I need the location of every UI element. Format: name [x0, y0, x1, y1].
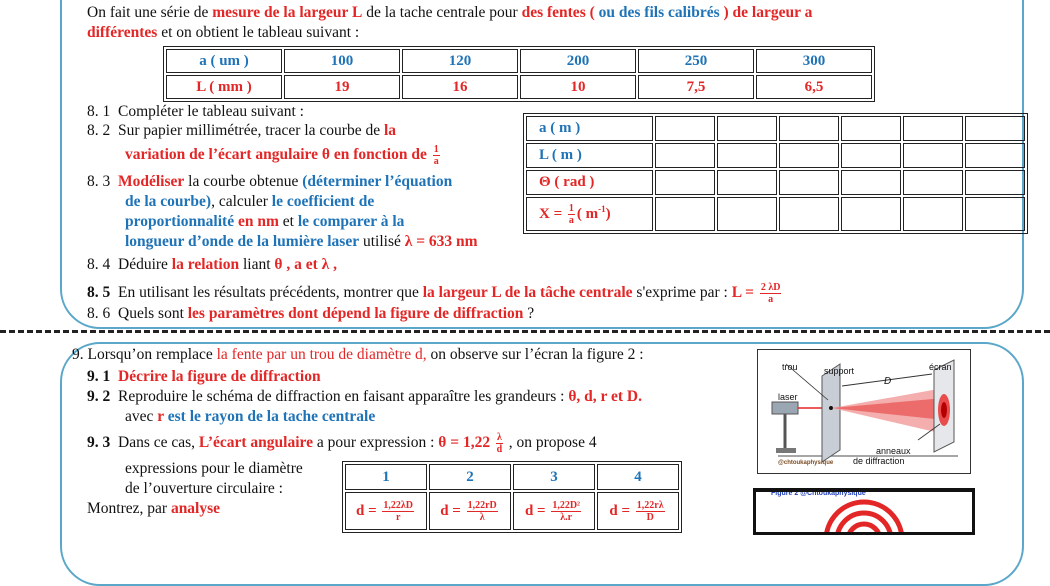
question-highlight: est le rayon de la tache centrale: [163, 408, 376, 425]
section-divider: [0, 330, 1050, 333]
denominator: a: [568, 214, 574, 226]
table-cell: 200: [520, 49, 636, 73]
intro-text: On fait une série de: [87, 4, 213, 21]
empty-cell: [965, 170, 1025, 195]
intro-text: et on obtient le tableau suivant :: [157, 24, 360, 41]
complete-table: [523, 113, 1028, 234]
table-header-L: L ( mm ): [166, 75, 282, 99]
question-number: 9. 1: [87, 368, 111, 385]
question-8-5: [87, 282, 783, 305]
question-9-3: [87, 432, 597, 455]
table-header: 1: [345, 464, 427, 490]
denominator: D: [646, 511, 654, 523]
empty-cell: [903, 143, 963, 168]
question-highlight: proportionnalité: [125, 213, 235, 230]
question-highlight: la: [383, 122, 397, 139]
question-text: Dans ce cas,: [118, 434, 199, 452]
table-cell: 250: [638, 49, 754, 73]
table-cell: 10: [520, 75, 636, 99]
table-row-a: [166, 49, 872, 73]
question-9-3-line3: [125, 480, 283, 498]
table-cell: 7,5: [638, 75, 754, 99]
denominator: λ: [479, 511, 485, 523]
empty-cell: [717, 116, 777, 141]
table-row: [526, 197, 1025, 231]
intro-highlight: mesure de la largeur L: [212, 4, 363, 21]
question-8-3-line3: [125, 213, 404, 231]
numerator: 1: [568, 202, 574, 214]
x-label: X =: [539, 205, 566, 222]
question-text: Compléter le tableau suivant :: [118, 103, 304, 120]
label-D: D: [884, 376, 892, 387]
diffraction-schema: [757, 349, 971, 474]
fraction-lambda-over-d: [496, 432, 503, 455]
expression-fraction: [467, 500, 498, 523]
fraction-2lD-over-a: [760, 282, 782, 305]
label-laser: laser: [778, 392, 798, 402]
question-highlight: variation de l’écart angulaire θ en fonction de: [125, 146, 427, 164]
numerator: 1: [433, 144, 439, 155]
question-9-3-line4: [87, 500, 220, 518]
label-anneaux: anneaux: [876, 446, 911, 456]
expression-pre: d =: [609, 502, 631, 519]
table-cell: 120: [402, 49, 518, 73]
question-highlight: λ = 633 nm: [404, 233, 478, 250]
intro-text: de la tache centrale pour: [362, 4, 522, 21]
table-header: 4: [597, 464, 679, 490]
x-close: ): [605, 205, 611, 222]
empty-cell: [717, 143, 777, 168]
table-header-row: [345, 464, 679, 490]
table-row: [345, 492, 679, 530]
question-text: Montrez, par: [87, 500, 171, 517]
question-8-6: [87, 305, 534, 323]
expression-pre: d =: [355, 502, 377, 519]
numerator: 1,22rD: [467, 499, 497, 511]
question-number: 8. 4: [87, 256, 111, 273]
empty-cell: [655, 170, 715, 195]
empty-cell: [717, 197, 777, 231]
empty-cell: [655, 197, 715, 231]
denominator: d: [496, 444, 503, 455]
watermark: @chtoukaphysique: [778, 460, 834, 466]
measurement-table: [163, 46, 875, 102]
question-9-1: [87, 368, 321, 386]
question-text: avec: [125, 408, 158, 425]
question-8-2-cont: [125, 144, 442, 167]
table-row-L: [166, 75, 872, 99]
label-trou: trou: [782, 362, 798, 372]
expression-pre: d =: [524, 502, 546, 519]
question-highlight: le coefficient de: [271, 193, 375, 210]
question-number: 9. 2: [87, 388, 111, 405]
empty-cell: [779, 197, 839, 231]
empty-cell: [779, 116, 839, 141]
question-highlight: en nm: [234, 213, 279, 230]
x-exponent: -1: [598, 203, 606, 214]
question-text: ?: [523, 305, 535, 322]
question-text: et: [278, 213, 298, 230]
question-number: 8. 3: [87, 173, 111, 190]
figure-2: [753, 488, 975, 535]
expression-cell: [429, 492, 511, 530]
empty-cell: [655, 116, 715, 141]
question-text: Déduire: [118, 256, 172, 273]
question-number: 8. 2: [87, 122, 111, 139]
figure-caption-wm: @Chtoukaphysique: [800, 490, 866, 497]
question-number: 8. 6: [87, 305, 111, 322]
table-cell: 6,5: [756, 75, 872, 99]
empty-cell: [903, 197, 963, 231]
question-highlight: la relation: [171, 256, 240, 273]
expression-pre: d =: [440, 502, 461, 519]
numerator: 1,22rλ: [636, 499, 664, 511]
denominator: a: [768, 294, 774, 305]
empty-cell: [903, 116, 963, 141]
question-text: de l’ouverture circulaire :: [125, 480, 283, 497]
intro-highlight: ou des fils calibrés: [598, 4, 720, 21]
table-header: 3: [513, 464, 595, 490]
question-highlight: θ , a et λ ,: [274, 256, 338, 273]
question-text: Sur papier millimétrée, tracer la courbe de: [118, 122, 384, 139]
label-de-diffraction: de diffraction: [853, 456, 905, 466]
table-cell: 19: [284, 75, 400, 99]
question-highlight: r: [157, 408, 164, 425]
question-number: 9. 3: [87, 434, 111, 452]
fraction-1-over-a: [568, 203, 575, 226]
table-header: 2: [429, 464, 511, 490]
question-highlight: la largeur L de la tâche centrale: [422, 284, 633, 302]
table-row: [526, 143, 1025, 168]
row-header-x: [526, 197, 653, 231]
numerator: 1,22D²: [552, 499, 581, 511]
question-9-3-line2: [125, 460, 303, 478]
table-row: [526, 170, 1025, 195]
empty-cell: [841, 170, 901, 195]
question-number: 8. 5: [87, 284, 111, 302]
question-8-2: [87, 122, 396, 140]
row-header: a ( m ): [526, 116, 653, 141]
expression-fraction: [551, 500, 581, 523]
denominator: a: [433, 156, 439, 167]
question-8-1: [87, 103, 304, 121]
diffraction-rings: [756, 492, 972, 532]
question-highlight: L’écart angulaire: [198, 434, 313, 452]
expression-fraction: [636, 500, 665, 523]
question-highlight: Décrire la figure de diffraction: [118, 368, 321, 385]
question-highlight: le comparer à la: [297, 213, 405, 230]
intro-line-1: [87, 4, 812, 22]
x-unit: ( m: [576, 205, 599, 222]
table-cell: 16: [402, 75, 518, 99]
label-ecran: écran: [929, 362, 952, 372]
formula: θ = 1,22: [438, 434, 491, 452]
question-text: a pour expression :: [313, 434, 439, 452]
question-number: 9.: [72, 346, 84, 363]
expressions-table: [342, 461, 682, 533]
intro-highlight: différentes: [87, 24, 158, 41]
question-number: 8. 1: [87, 103, 111, 120]
question-highlight: (déterminer l’équation: [302, 173, 453, 190]
question-text: Quels sont: [118, 305, 188, 322]
question-text: la courbe obtenue: [184, 173, 303, 190]
label-support: support: [824, 366, 855, 376]
question-text: s'exprime par :: [632, 284, 732, 302]
question-9: [72, 346, 644, 364]
expression-cell: [597, 492, 679, 530]
question-8-3-line2: [125, 193, 374, 211]
question-8-4: [87, 256, 337, 274]
intro-line-2: [87, 24, 359, 42]
question-text: liant: [239, 256, 275, 273]
table-row: [526, 116, 1025, 141]
empty-cell: [717, 170, 777, 195]
question-8-3: [87, 173, 452, 191]
empty-cell: [965, 197, 1025, 231]
question-highlight: les paramètres dont dépend la figure de diffraction: [187, 305, 524, 322]
denominator: r: [395, 511, 401, 523]
question-text: expressions pour le diamètre: [125, 460, 303, 477]
row-header: Θ ( rad ): [526, 170, 653, 195]
intro-highlight: des fentes (: [521, 4, 599, 21]
table-header-a: a ( um ): [166, 49, 282, 73]
numerator: 1,22λD: [383, 499, 414, 511]
empty-cell: [841, 143, 901, 168]
formula: L =: [731, 284, 754, 302]
question-text: utilisé: [359, 233, 405, 250]
question-highlight: la fente par un trou de diamètre d,: [216, 346, 427, 363]
figure-caption-text: Figure 2: [771, 490, 799, 497]
question-text: , on propose 4: [504, 434, 597, 452]
empty-cell: [965, 116, 1025, 141]
question-9-2-cont: [125, 408, 375, 426]
question-8-3-line4: [125, 233, 478, 251]
empty-cell: [841, 116, 901, 141]
expression-cell: [513, 492, 595, 530]
question-highlight: analyse: [170, 500, 221, 517]
row-header: L ( m ): [526, 143, 653, 168]
expression-cell: [345, 492, 427, 530]
question-highlight: Modéliser: [118, 173, 185, 190]
empty-cell: [655, 143, 715, 168]
numerator: λ: [496, 432, 502, 443]
denominator: λ.r: [560, 511, 573, 523]
empty-cell: [903, 170, 963, 195]
question-text: Reproduire le schéma de diffraction en faisant apparaître les grandeurs :: [118, 388, 569, 405]
empty-cell: [841, 197, 901, 231]
question-9-2: [87, 388, 642, 406]
empty-cell: [965, 143, 1025, 168]
question-text: En utilisant les résultats précédents, montrer que: [118, 284, 423, 302]
fraction-1-over-a: [433, 144, 440, 167]
question-highlight: de la courbe): [125, 193, 212, 210]
question-text: Lorsqu’on remplace: [83, 346, 217, 363]
question-text: on observe sur l’écran la figure 2 :: [426, 346, 644, 363]
expression-fraction: [382, 500, 414, 523]
table-cell: 100: [284, 49, 400, 73]
empty-cell: [779, 170, 839, 195]
intro-highlight: ) de largeur a: [719, 4, 813, 21]
numerator: 2 λD: [760, 282, 781, 293]
question-text: , calculer: [211, 193, 272, 210]
table-cell: 300: [756, 49, 872, 73]
question-highlight: θ, d, r et D.: [568, 388, 642, 405]
question-highlight: longueur d’onde de la lumière laser: [125, 233, 360, 250]
empty-cell: [779, 143, 839, 168]
